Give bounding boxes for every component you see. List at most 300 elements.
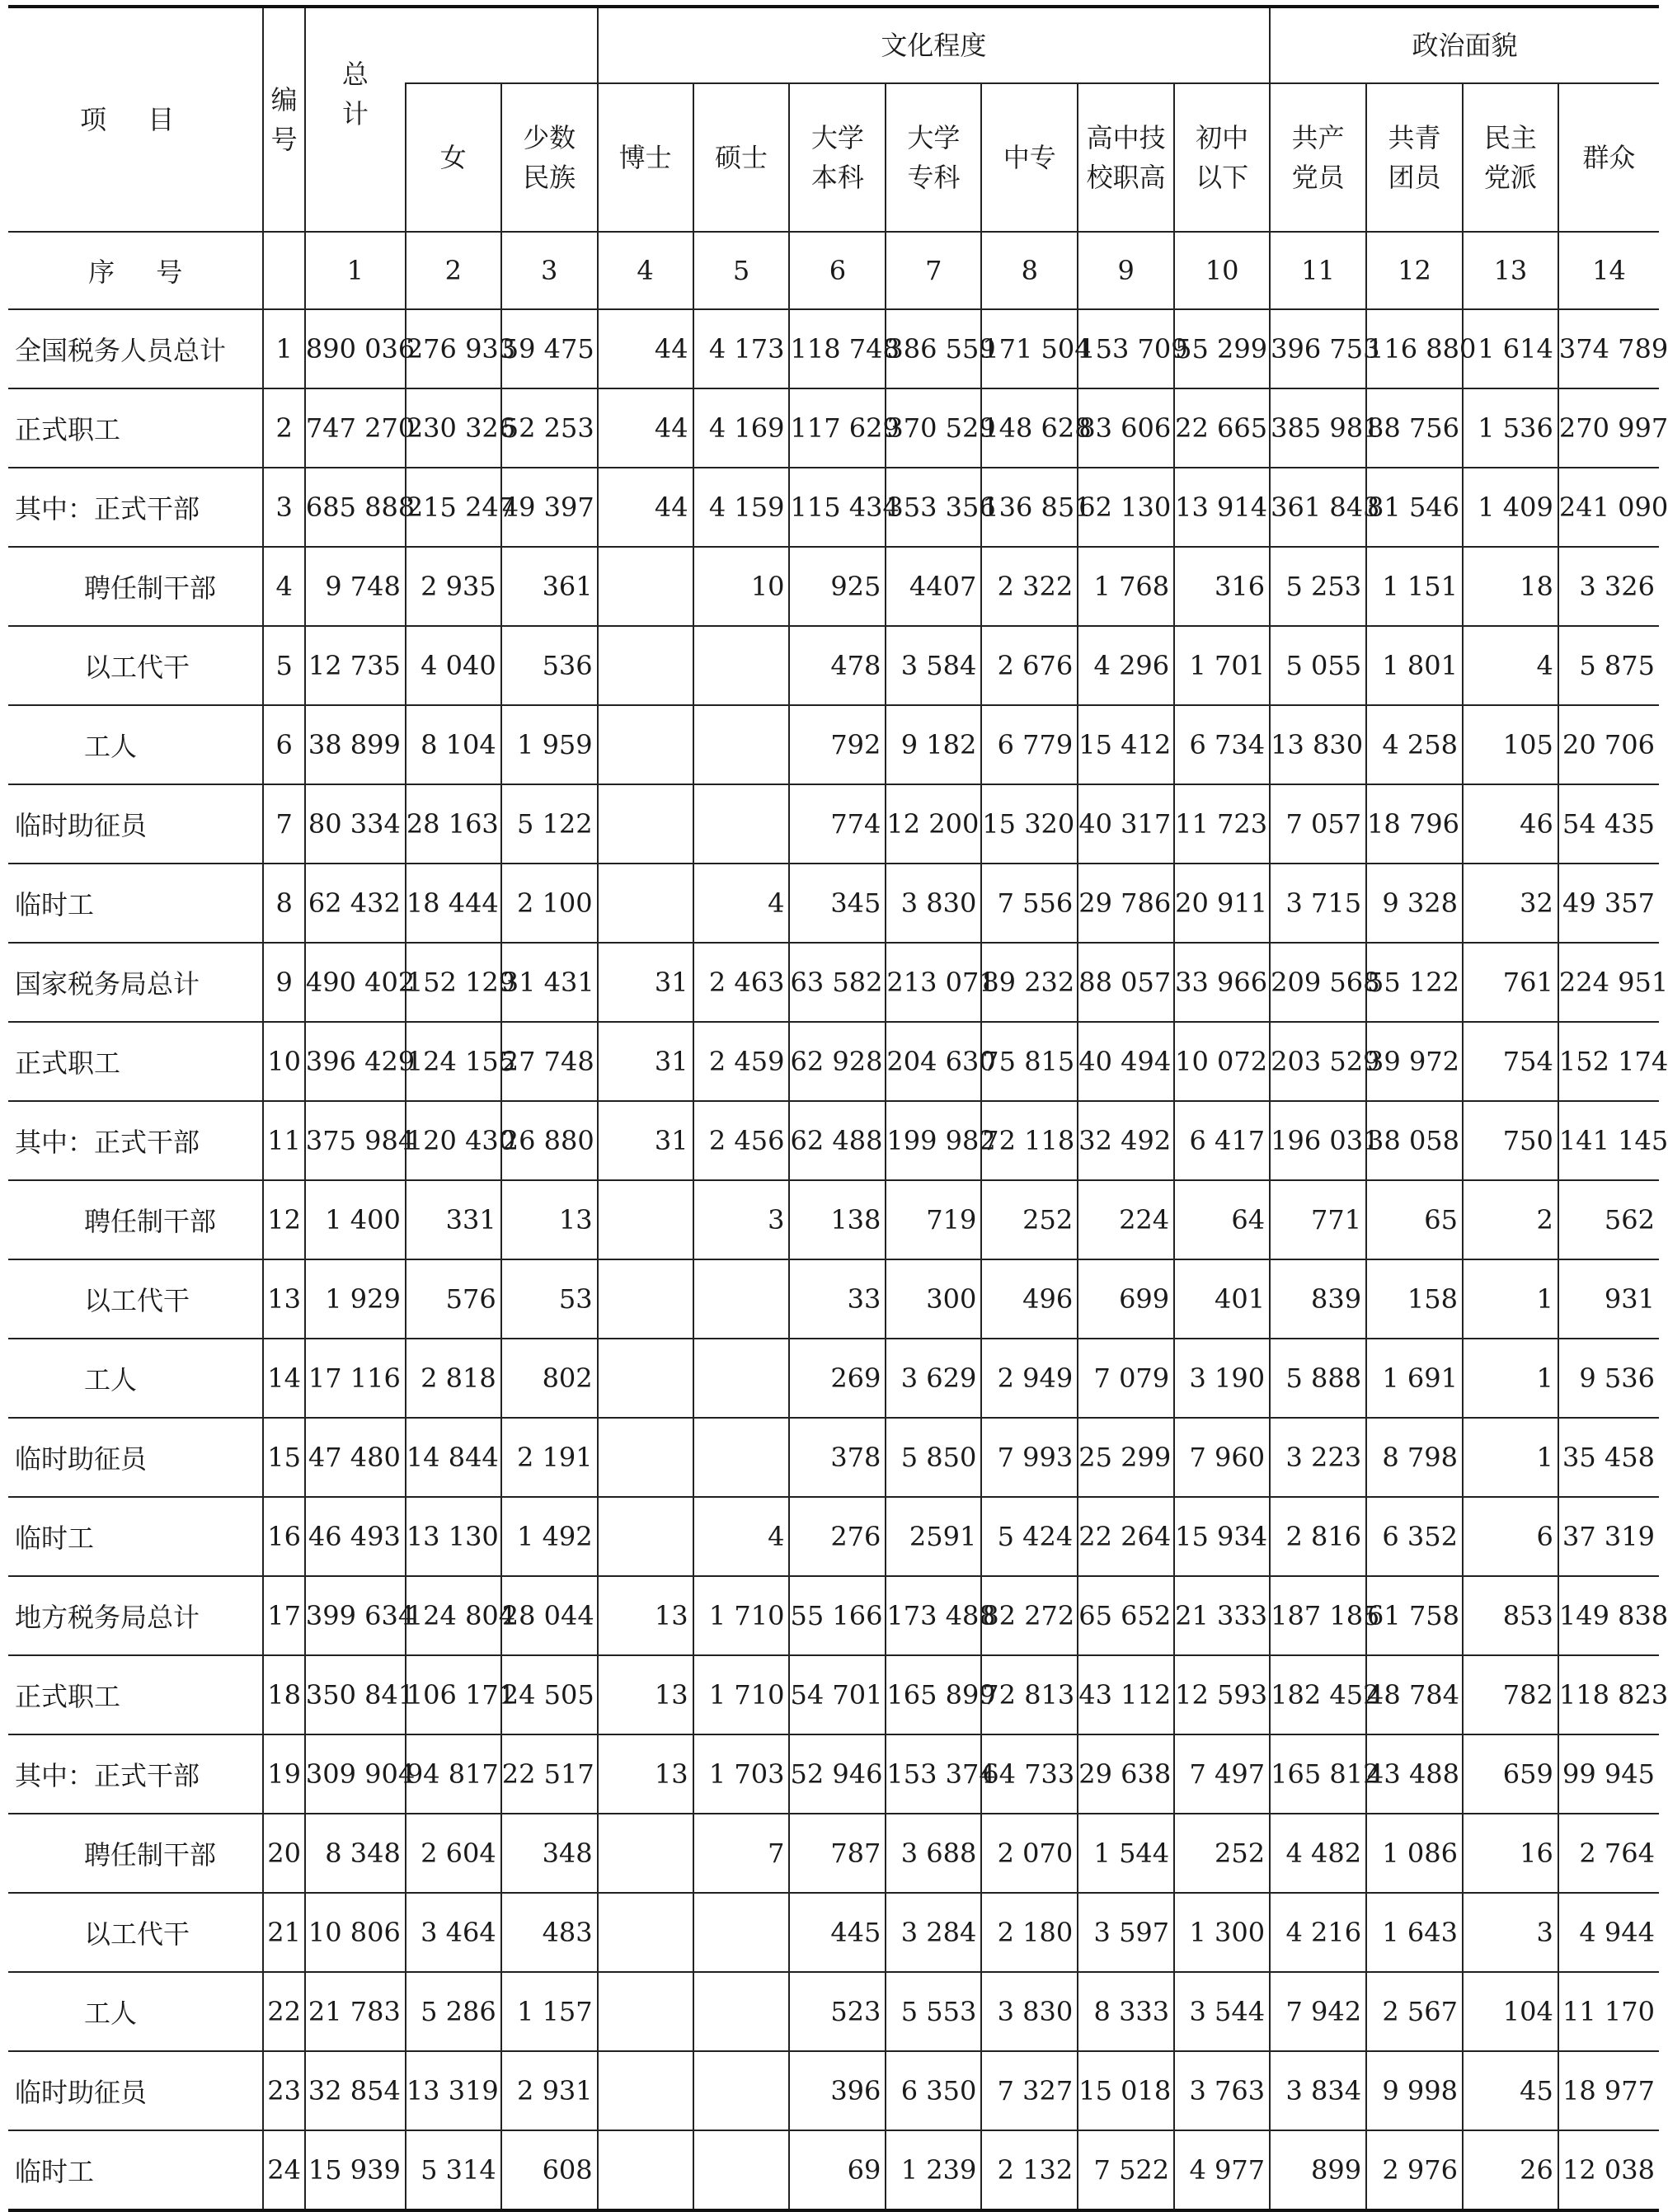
row-label: 聘任制干部	[84, 1206, 217, 1237]
col-header-label: 中专	[1003, 142, 1056, 173]
table-cell: 348	[501, 1814, 598, 1893]
table-cell: 224 951	[1558, 943, 1659, 1022]
table-cell: 22 665	[1174, 388, 1270, 468]
col-header-label: 民主党派	[1483, 122, 1537, 193]
table-cell: 12 593	[1174, 1655, 1270, 1734]
table-cell: 496	[981, 1259, 1078, 1339]
table-cell: 276	[789, 1497, 886, 1576]
table-cell: 2 931	[501, 2051, 598, 2130]
row-label: 临时助征员	[15, 2077, 148, 2108]
table-cell: 2 935	[406, 547, 501, 626]
table-cell: 32 854	[305, 2051, 406, 2130]
table-cell: 46	[1463, 784, 1558, 864]
table-row	[8, 2130, 1659, 2210]
seq-number: 5	[693, 232, 790, 309]
table-cell: 787	[789, 1814, 886, 1893]
table-cell: 75 815	[981, 1022, 1078, 1101]
table-cell: 2 070	[981, 1814, 1078, 1893]
row-number: 2	[263, 388, 304, 468]
row-label: 临时工	[15, 2156, 95, 2187]
table-cell: 1 086	[1366, 1814, 1463, 1893]
table-cell: 350 841	[305, 1655, 406, 1734]
table-cell: 276 933	[406, 309, 501, 388]
col-header-masses	[1558, 83, 1659, 232]
row-label: 其中：正式干部	[15, 1127, 200, 1158]
table-cell: 782	[1463, 1655, 1558, 1734]
col-header-label: 硕士	[714, 142, 768, 173]
seq-number: 9	[1078, 232, 1174, 309]
table-cell: 9 748	[305, 547, 406, 626]
seq-number: 8	[981, 232, 1078, 309]
table-cell: 1 691	[1366, 1339, 1463, 1418]
table-cell: 4 258	[1366, 705, 1463, 784]
table-cell: 9 536	[1558, 1339, 1659, 1418]
table-cell: 65 652	[1078, 1576, 1174, 1655]
table-cell: 1 300	[1174, 1893, 1270, 1972]
table-cell: 33	[789, 1259, 886, 1339]
table-cell: 7 960	[1174, 1418, 1270, 1497]
table-cell: 2 567	[1366, 1972, 1463, 2051]
table-row	[8, 1418, 1659, 1497]
num-header-label: 编号	[270, 84, 298, 155]
table-cell: 55 166	[789, 1576, 886, 1655]
row-number: 3	[263, 468, 304, 547]
table-cell: 3 715	[1270, 864, 1366, 943]
table-cell: 62 432	[305, 864, 406, 943]
table-cell	[598, 2051, 693, 2130]
table-cell: 269	[789, 1339, 886, 1418]
table-cell: 2 764	[1558, 1814, 1659, 1893]
table-cell: 2 191	[501, 1418, 598, 1497]
table-cell: 2 818	[406, 1339, 501, 1418]
table-row	[8, 468, 1659, 547]
table-cell: 1 703	[693, 1734, 790, 1814]
table-cell: 5 286	[406, 1972, 501, 2051]
table-row	[8, 2051, 1659, 2130]
table-cell: 270 997	[1558, 388, 1659, 468]
table-cell: 28 044	[501, 1576, 598, 1655]
num-header	[263, 7, 304, 232]
table-row	[8, 1497, 1659, 1576]
col-header-label: 大学本科	[811, 122, 864, 193]
table-cell: 11 170	[1558, 1972, 1659, 2051]
table-cell: 152 174	[1558, 1022, 1659, 1101]
table-cell: 5 424	[981, 1497, 1078, 1576]
table-cell: 80 334	[305, 784, 406, 864]
table-cell: 9 182	[886, 705, 981, 784]
table-cell: 118 823	[1558, 1655, 1659, 1734]
table-cell	[598, 1339, 693, 1418]
seq-number: 14	[1558, 232, 1659, 309]
table-cell: 22 264	[1078, 1497, 1174, 1576]
table-cell	[693, 1893, 790, 1972]
table-cell: 18 977	[1558, 2051, 1659, 2130]
table-cell: 300	[886, 1259, 981, 1339]
table-cell: 6	[1463, 1497, 1558, 1576]
table-cell: 64 733	[981, 1734, 1078, 1814]
row-number: 19	[263, 1734, 304, 1814]
table-cell: 81 546	[1366, 468, 1463, 547]
table-cell: 15 939	[305, 2130, 406, 2210]
table-cell: 61 758	[1366, 1576, 1463, 1655]
table-cell: 215 247	[406, 468, 501, 547]
table-cell: 40 317	[1078, 784, 1174, 864]
table-cell: 5 888	[1270, 1339, 1366, 1418]
table-cell: 199 982	[886, 1101, 981, 1180]
table-cell: 3 326	[1558, 547, 1659, 626]
table-cell: 65	[1366, 1180, 1463, 1259]
seq-number: 12	[1366, 232, 1463, 309]
table-row	[8, 1339, 1659, 1418]
table-cell: 120 430	[406, 1101, 501, 1180]
table-cell: 2 322	[981, 547, 1078, 626]
table-cell: 173 488	[886, 1576, 981, 1655]
row-number: 12	[263, 1180, 304, 1259]
table-cell: 2 459	[693, 1022, 790, 1101]
table-cell	[693, 1972, 790, 2051]
table-cell: 138	[789, 1180, 886, 1259]
table-row	[8, 309, 1659, 388]
table-cell: 385 981	[1270, 388, 1366, 468]
table-cell	[598, 1418, 693, 1497]
table-cell	[693, 2130, 790, 2210]
table-cell: 3	[693, 1180, 790, 1259]
table-cell: 2 100	[501, 864, 598, 943]
row-label: 以工代干	[84, 1285, 190, 1316]
table-cell: 396 429	[305, 1022, 406, 1101]
table-cell: 53	[501, 1259, 598, 1339]
table-cell: 148 628	[981, 388, 1078, 468]
table-cell: 252	[1174, 1814, 1270, 1893]
table-cell: 399 634	[305, 1576, 406, 1655]
col-header-highschool	[1078, 83, 1174, 232]
table-cell: 28 163	[406, 784, 501, 864]
table-cell	[693, 705, 790, 784]
row-number: 1	[263, 309, 304, 388]
table-cell: 13 319	[406, 2051, 501, 2130]
col-header-master	[693, 83, 790, 232]
table-cell: 401	[1174, 1259, 1270, 1339]
table-cell	[598, 1972, 693, 2051]
table-row	[8, 1972, 1659, 2051]
table-cell: 771	[1270, 1180, 1366, 1259]
table-cell: 4 944	[1558, 1893, 1659, 1972]
minority-header	[501, 83, 598, 232]
row-number: 21	[263, 1893, 304, 1972]
table-cell: 204 630	[886, 1022, 981, 1101]
table-cell: 2 676	[981, 626, 1078, 705]
table-cell: 149 838	[1558, 1576, 1659, 1655]
table-row	[8, 1893, 1659, 1972]
table-cell	[693, 784, 790, 864]
table-cell: 44	[598, 388, 693, 468]
col-header-phd	[598, 83, 693, 232]
table-cell	[598, 1497, 693, 1576]
row-number: 6	[263, 705, 304, 784]
table-cell: 11 723	[1174, 784, 1270, 864]
table-cell: 29 786	[1078, 864, 1174, 943]
col-header-league	[1366, 83, 1463, 232]
table-cell: 331	[406, 1180, 501, 1259]
table-cell: 5 314	[406, 2130, 501, 2210]
table-cell: 1 157	[501, 1972, 598, 2051]
table-cell	[598, 1893, 693, 1972]
col-header-college	[886, 83, 981, 232]
table-cell: 6 779	[981, 705, 1078, 784]
table-cell: 165 899	[886, 1655, 981, 1734]
table-cell: 32 492	[1078, 1101, 1174, 1180]
table-cell: 802	[501, 1339, 598, 1418]
table-cell: 1 768	[1078, 547, 1174, 626]
table-cell: 49 397	[501, 468, 598, 547]
table-cell: 153 709	[1078, 309, 1174, 388]
col-header-label: 初中以下	[1196, 122, 1249, 193]
table-cell: 13	[598, 1576, 693, 1655]
table-cell: 3 830	[981, 1972, 1078, 2051]
table-cell: 8 798	[1366, 1418, 1463, 1497]
table-row	[8, 705, 1659, 784]
table-cell: 18 796	[1366, 784, 1463, 864]
table-cell: 3 597	[1078, 1893, 1174, 1972]
table-cell: 21 333	[1174, 1576, 1270, 1655]
seq-label-text: 序 号	[88, 256, 200, 288]
table-cell: 361	[501, 547, 598, 626]
col-header-technical	[981, 83, 1078, 232]
table-cell: 1 959	[501, 705, 598, 784]
table-cell: 7 942	[1270, 1972, 1366, 2051]
table-cell: 115 434	[789, 468, 886, 547]
table-cell: 59 475	[501, 309, 598, 388]
table-cell: 158	[1366, 1259, 1463, 1339]
table-cell: 1 400	[305, 1180, 406, 1259]
table-cell: 213 071	[886, 943, 981, 1022]
table-cell: 15 412	[1078, 705, 1174, 784]
table-cell: 25 299	[1078, 1418, 1174, 1497]
table-cell: 7 327	[981, 2051, 1078, 2130]
table-cell: 925	[789, 547, 886, 626]
table-cell: 18	[1463, 547, 1558, 626]
table-cell: 374 789	[1558, 309, 1659, 388]
row-label: 工人	[84, 1364, 138, 1395]
seq-row-label	[8, 232, 263, 309]
table-row	[8, 547, 1659, 626]
table-cell: 31	[598, 1022, 693, 1101]
row-label: 临时助征员	[15, 810, 148, 841]
table-cell: 3 688	[886, 1814, 981, 1893]
table-cell: 89 232	[981, 943, 1078, 1022]
table-row	[8, 1655, 1659, 1734]
row-number: 22	[263, 1972, 304, 2051]
table-cell: 40 494	[1078, 1022, 1174, 1101]
table-cell: 124 155	[406, 1022, 501, 1101]
table-cell: 54 701	[789, 1655, 886, 1734]
table-cell: 1	[1463, 1418, 1558, 1497]
table-cell: 3 763	[1174, 2051, 1270, 2130]
table-cell: 483	[501, 1893, 598, 1972]
table-cell: 719	[886, 1180, 981, 1259]
table-cell: 1 536	[1463, 388, 1558, 468]
item-header-label: 项 目	[80, 104, 191, 135]
header-row-groups	[8, 7, 1659, 83]
table-cell: 62 488	[789, 1101, 886, 1180]
table-row	[8, 1814, 1659, 1893]
table-cell: 62 928	[789, 1022, 886, 1101]
table-cell: 88 756	[1366, 388, 1463, 468]
table-cell: 1 710	[693, 1576, 790, 1655]
table-cell: 252	[981, 1180, 1078, 1259]
table-cell: 2 132	[981, 2130, 1078, 2210]
table-cell: 4 169	[693, 388, 790, 468]
table-cell: 562	[1558, 1180, 1659, 1259]
col-header-democratic	[1463, 83, 1558, 232]
table-cell: 26	[1463, 2130, 1558, 2210]
row-label: 临时工	[15, 1523, 95, 1554]
row-label: 地方税务局总计	[15, 1602, 200, 1633]
row-number: 8	[263, 864, 304, 943]
table-cell: 5 875	[1558, 626, 1659, 705]
table-cell: 6 352	[1366, 1497, 1463, 1576]
item-header	[8, 7, 263, 232]
table-cell: 24 505	[501, 1655, 598, 1734]
table-cell: 32	[1463, 864, 1558, 943]
table-row	[8, 1101, 1659, 1180]
table-cell	[693, 626, 790, 705]
table-cell: 4 296	[1078, 626, 1174, 705]
table-cell: 3	[1463, 1893, 1558, 1972]
row-label: 正式职工	[15, 1047, 121, 1079]
table-cell: 26 880	[501, 1101, 598, 1180]
statistics-table-container	[8, 5, 1668, 2212]
table-row	[8, 1576, 1659, 1655]
table-cell: 386 559	[886, 309, 981, 388]
seq-number: 1	[305, 232, 406, 309]
tax-staff-statistics-table	[8, 5, 1668, 2212]
table-row	[8, 784, 1659, 864]
table-cell: 1 409	[1463, 468, 1558, 547]
table-cell: 35 458	[1558, 1418, 1659, 1497]
table-cell: 899	[1270, 2130, 1366, 2210]
table-cell: 3 834	[1270, 2051, 1366, 2130]
row-label: 其中：正式干部	[15, 1760, 200, 1791]
table-cell: 931	[1558, 1259, 1659, 1339]
table-cell: 48 784	[1366, 1655, 1463, 1734]
table-cell: 7	[693, 1814, 790, 1893]
table-cell: 10	[693, 547, 790, 626]
education-group-header	[598, 7, 1270, 83]
table-cell: 750	[1463, 1101, 1558, 1180]
table-cell: 754	[1463, 1022, 1558, 1101]
table-cell	[598, 784, 693, 864]
row-label: 以工代干	[84, 1918, 190, 1950]
table-cell: 747 270	[305, 388, 406, 468]
table-row	[8, 388, 1659, 468]
table-cell: 117 629	[789, 388, 886, 468]
table-cell: 375 984	[305, 1101, 406, 1180]
table-cell	[693, 1259, 790, 1339]
table-cell: 18 444	[406, 864, 501, 943]
table-cell: 3 223	[1270, 1418, 1366, 1497]
seq-number: 4	[598, 232, 693, 309]
table-cell: 116 880	[1366, 309, 1463, 388]
table-cell: 10 072	[1174, 1022, 1270, 1101]
table-cell: 5 850	[886, 1418, 981, 1497]
table-cell: 7 522	[1078, 2130, 1174, 2210]
table-cell: 7 079	[1078, 1339, 1174, 1418]
table-cell: 124 804	[406, 1576, 501, 1655]
table-cell: 13	[501, 1180, 598, 1259]
table-cell	[598, 1180, 693, 1259]
row-number: 17	[263, 1576, 304, 1655]
row-label: 其中：正式干部	[15, 493, 200, 525]
table-cell: 33 966	[1174, 943, 1270, 1022]
table-cell: 9 328	[1366, 864, 1463, 943]
table-cell: 12 200	[886, 784, 981, 864]
row-number: 14	[263, 1339, 304, 1418]
table-cell: 4 977	[1174, 2130, 1270, 2210]
table-cell: 45	[1463, 2051, 1558, 2130]
table-cell: 3 284	[886, 1893, 981, 1972]
row-number: 10	[263, 1022, 304, 1101]
table-cell: 20 911	[1174, 864, 1270, 943]
table-cell: 62 130	[1078, 468, 1174, 547]
col-header-label: 共青团员	[1388, 122, 1441, 193]
seq-number: 3	[501, 232, 598, 309]
table-cell: 6 350	[886, 2051, 981, 2130]
total-header-cont2	[501, 7, 598, 83]
table-cell: 536	[501, 626, 598, 705]
table-cell: 8 348	[305, 1814, 406, 1893]
table-cell: 15 018	[1078, 2051, 1174, 2130]
sequence-row	[8, 232, 1659, 309]
table-cell: 69	[789, 2130, 886, 2210]
table-cell: 5 055	[1270, 626, 1366, 705]
table-cell: 94 817	[406, 1734, 501, 1814]
table-cell: 21 783	[305, 1972, 406, 2051]
seq-number: 7	[886, 232, 981, 309]
table-cell: 141 145	[1558, 1101, 1659, 1180]
table-cell: 370 529	[886, 388, 981, 468]
table-cell: 83 606	[1078, 388, 1174, 468]
col-header-label: 大学专科	[907, 122, 961, 193]
table-cell: 44	[598, 468, 693, 547]
table-cell: 5 122	[501, 784, 598, 864]
table-cell	[598, 2130, 693, 2210]
table-cell: 4 482	[1270, 1814, 1366, 1893]
table-cell: 64	[1174, 1180, 1270, 1259]
table-cell: 136 851	[981, 468, 1078, 547]
table-cell: 31 431	[501, 943, 598, 1022]
col-header-label: 共产党员	[1291, 122, 1345, 193]
table-cell: 153 374	[886, 1734, 981, 1814]
table-cell: 576	[406, 1259, 501, 1339]
table-cell: 7 993	[981, 1418, 1078, 1497]
table-cell: 345	[789, 864, 886, 943]
table-row	[8, 626, 1659, 705]
table-cell: 15 934	[1174, 1497, 1270, 1576]
table-cell: 15 320	[981, 784, 1078, 864]
table-cell: 43 488	[1366, 1734, 1463, 1814]
col-header-junior	[1174, 83, 1270, 232]
table-cell: 1 929	[305, 1259, 406, 1339]
table-cell: 2	[1463, 1180, 1558, 1259]
total-header	[305, 7, 406, 232]
table-cell: 224	[1078, 1180, 1174, 1259]
table-cell: 1 710	[693, 1655, 790, 1734]
row-number: 13	[263, 1259, 304, 1339]
table-row	[8, 1259, 1659, 1339]
table-cell: 523	[789, 1972, 886, 2051]
row-label: 以工代干	[84, 652, 190, 683]
